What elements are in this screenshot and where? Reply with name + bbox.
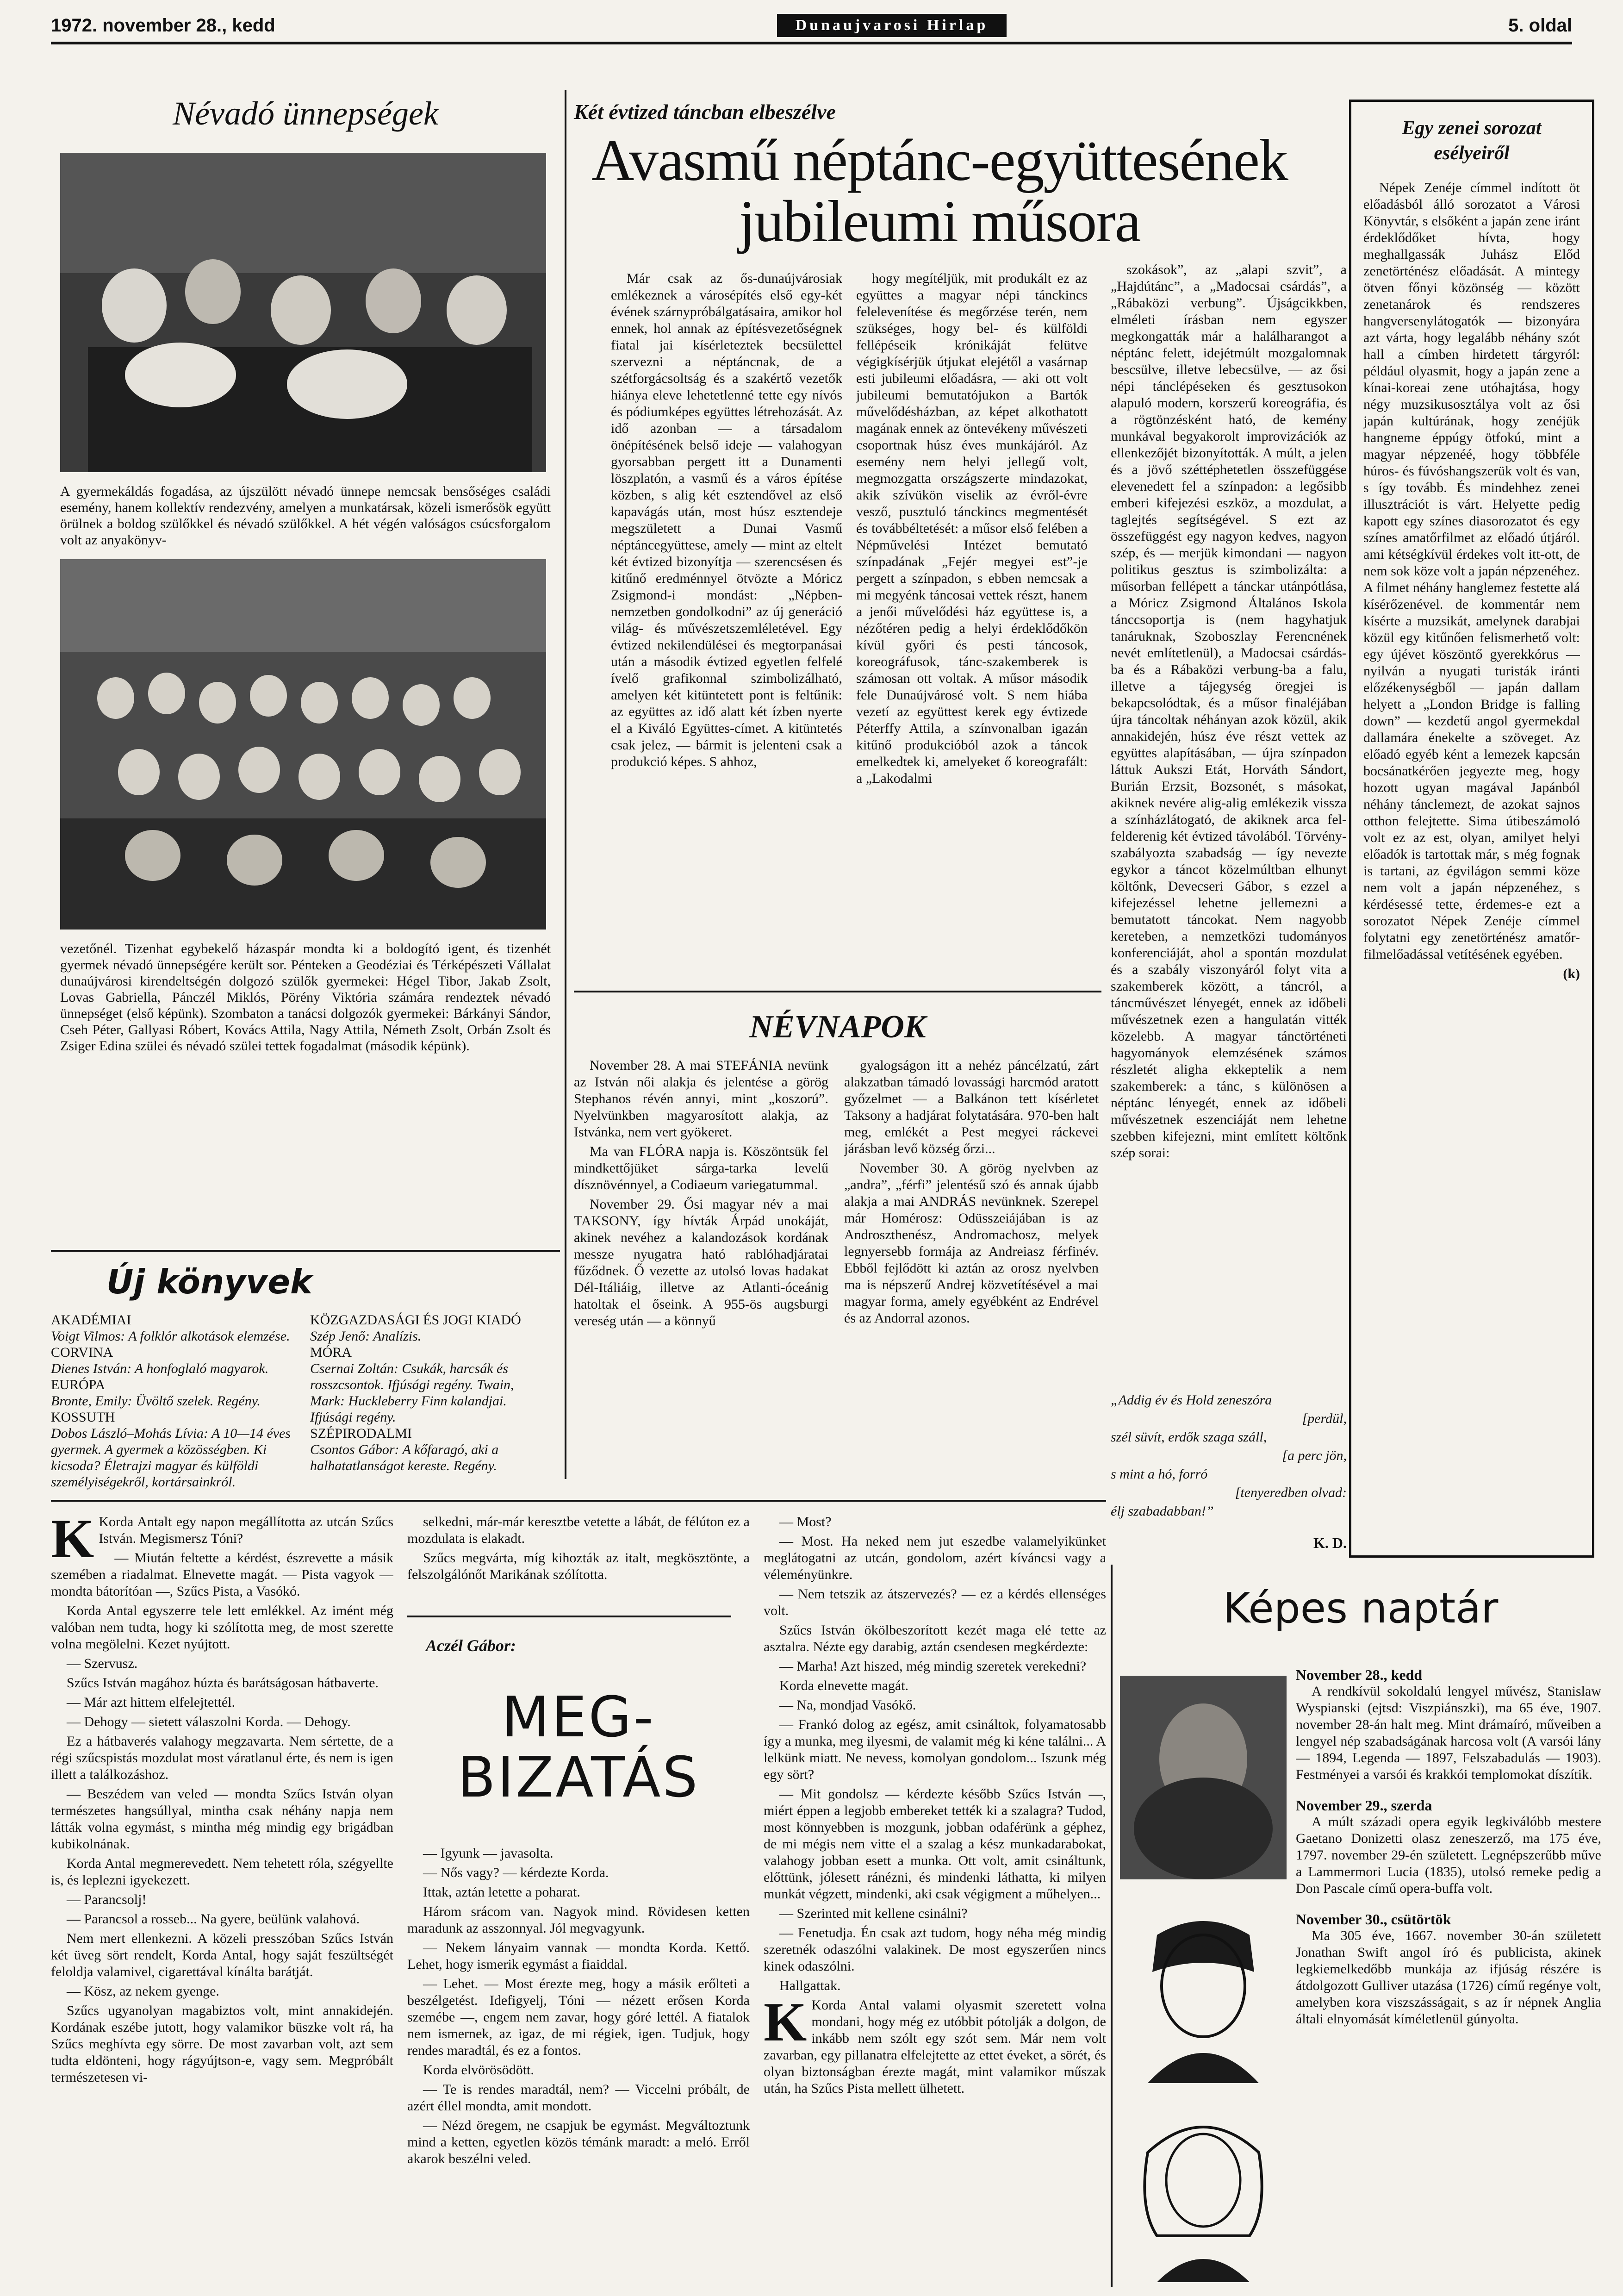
story-col-2-top bbox=[407, 1514, 750, 1611]
story-col-2-bottom bbox=[407, 1845, 750, 2262]
nevado-photo-1 bbox=[60, 153, 546, 472]
publisher-name: AKADÉMIAI bbox=[51, 1312, 131, 1328]
portrait-swift bbox=[1120, 2097, 1287, 2282]
naptar-date: November 29., szerda bbox=[1296, 1797, 1432, 1814]
nevnapok-col-1 bbox=[574, 1057, 828, 1474]
story-paragraph: — Lehet. — Most érezte meg, hogy a másik erőlteti a beszélgetést. Idefigyelj, Tóni — nézett erősen Korda szemébe —, engem nem zavar, hogy góré lettél. A fiatalok nem ismernek, az igaz, de mi régiek, igen. Tudjuk, hogy rendes maradtál, és ez a fontos. bbox=[407, 1976, 750, 2058]
issue-date: 1972. november 28., kedd bbox=[51, 15, 275, 36]
story-paragraph-text: Korda Antalt egy napon megállította az utcán Szűcs István. Megismersz Tóni? bbox=[99, 1514, 393, 1546]
story-title-line-2: BIZATÁS bbox=[457, 1746, 700, 1810]
story-paragraph: Korda Antal egyszerre tele lett emlékkel. Az imént még valóban nem tudta, hogy ki szólította meg, de most szerette volna megölelni. Kezet nyújtott. bbox=[51, 1603, 393, 1652]
zenei-title: Egy zenei sorozat esélyeiről bbox=[1402, 118, 1542, 164]
publisher-name: KOSSUTH bbox=[51, 1410, 115, 1425]
naptar-text: A rendkívül sokoldalú lengyel művész, Stanislaw Wyspianski (ejtsd: Viszpiánszki), ma 65 éve, 1907. november 28-án halt meg. Mint drámaíró, műveiben a lengyel nép szabadságának harcosa volt (A varsói lány — 1894, Legenda — 1897, Felszabadulás — 1903). Festményei a varsói és krakkói templomokat díszítik. bbox=[1296, 1684, 1601, 1782]
poem-line: [a perc jön, bbox=[1282, 1448, 1347, 1463]
konyvek-section bbox=[51, 1250, 560, 1491]
story-paragraph: Korda Antal megmerevedett. Nem tehetett róla, szégyellte is, és leplezni igyekezett. bbox=[51, 1856, 393, 1888]
avasmu-col-2-text: hogy megítéljük, mit produkált ez az együttes a magyar népi tánckincs felelevenítése és megőrzése terén, nem szükséges, hogy bel- és külföldi fellépéseik krónikáját felütve végigkísérjük útjukat elejétől a vasárnap esti jubileumi előadásra, — aki ott volt jubileumi bemutatójukon a Bartók művelődésházban, az képet alkothatott magának ennek az öntevékeny művészeti csoportnak húsz éves munkájáról. Az esemény nem helyi jellegű volt, megmozgatta országszerte mindazokat, akik szívükön viselik az évről-évre vesző, pusztuló tánckincs megmentését és továbbéltetését: a műsor első felében a Népművelési Intézet bemutató színpadának „Fejér megyei est”-je pergett a színpadon, s ebben nemcsak a mi megyénk táncosai vettek részt, hanem a jenői művelődési ház együttese is, a nézőtéren pedig a helyi érdeklődőkön kívül győri és pesti táncosok, koreográfusok, tánc-szakemberek is számosan ott voltak. A műsor második fele Dunaújvárosé volt. S nem hiába vezetí az együttest kerek egy évtizede Péterffy Attila, a színvonalban igazán kitűnő produkcióból azok a táncok emelkedtek ki, amelyeket ő koreografált: a „Lakodalmi bbox=[856, 271, 1088, 786]
nevnap-paragraph: November 30. A görög nyelvben az „andra”, „férfi” jelentésű szó és annak újabb alakja a mai ANDRÁS nevünknek. Szerepel már Homérosz: Odüsszeiájában is az Androszthenész, Andromachosz, melyek legnyersebb formája az Andreiasz férfinév. Ebből fejlődött ki aztán az orosz nyelvben ma is népszerű Andrej közvetítésével a mai magyar forma, amely egyébként az Endrével és az Andorral azonos. bbox=[844, 1160, 1099, 1326]
konyvek-top-rule bbox=[51, 1250, 560, 1252]
story-paragraph: Szűcs István magához húzta és barátságosan hátbaverte. bbox=[67, 1675, 379, 1691]
nevnapok-col-2 bbox=[844, 1057, 1099, 1474]
nevnapok-columns bbox=[574, 1057, 1101, 1474]
nevado-article bbox=[51, 51, 560, 1264]
story-paragraph: — Nekem lányaim vannak — mondta Korda. Kettő. Lehet, hogy ismerik egymást a fiaiddal. bbox=[407, 1940, 750, 1972]
portrait-wyspianski bbox=[1120, 1676, 1287, 1879]
story-paragraph: Korda elvörösödött. bbox=[423, 2062, 534, 2078]
naptar-text: A múlt századi opera egyik legkiválóbb mestere Gaetano Donizetti olasz zeneszerző, ma 175 éve, 1797. november 29-én született. Legnépszerűbb műve a Lammermori Lucia (1835), utolsó remeke pedig a Don Pascale című opera-buffa volt. bbox=[1296, 1814, 1601, 1896]
book-text: Voigt Vilmos: A folklór alkotások elemzése. bbox=[51, 1329, 290, 1344]
book-text: Szép Jenő: Analízis. bbox=[310, 1329, 422, 1344]
publisher-name: EURÓPA bbox=[51, 1377, 106, 1392]
nevado-caption-1: A gyermekáldás fogadása, az újszülött névadó ünnepe nemcsak bensőséges családi esemény, hanem kollektív rendezvény, amelyen a munkatársak, közeli ismerősök együtt örülnek a boldog szülőkkel és névadó szülőkkel. A hét végén valóságos csúcsforgalom volt az anyakönyv- bbox=[60, 484, 551, 548]
story-paragraph: — Most. Ha neked nem jut eszedbe valamelyikünket meglátogatni az utcán, gondolom, azért kíváncsi vagy a véleményünkre. bbox=[764, 1534, 1106, 1582]
avasmu-col-3-body bbox=[1111, 262, 1347, 1382]
dropcap: K bbox=[51, 1514, 94, 1569]
poem-line: élj szabadabban!” bbox=[1111, 1504, 1214, 1519]
naptar-text: Ma 305 éve, 1667. november 30-án született Jonathan Swift angol író és publicista, akinek legkiemelkedőbb munkája az ifjúság részére is átdolgozott Gulliver utazása (1726) című regénye volt, amelyben kora viszszásságait, s az ír népnek Anglia általi elnyomását kíméletlenül gúnyolta. bbox=[1296, 1928, 1601, 2027]
poem-line: s mint a hó, forró bbox=[1111, 1466, 1208, 1482]
nevnap-paragraph: November 29. Ősi magyar név a mai TAKSONY, így hívták Árpád unokáját, akinek nevéhez a kalandozások kordának messze nyugatra ható rablóhadjáratai fűződnek. Ő vezette az utolsó lovas hadakat Dél-Itáliáig, illetve az Atlanti-óceánig hatoltak el őseink. A 955-ös augsburgi vereség után — a könnyű bbox=[574, 1197, 828, 1329]
story-paragraph: — Parancsol a rosseb... Na gyere, beülünk valahová. bbox=[67, 1911, 360, 1927]
story-paragraph: — Igyunk — javasolta. bbox=[423, 1846, 553, 1861]
avasmu-kicker: Két évtized táncban elbeszélve bbox=[574, 100, 836, 124]
publisher-name: MÓRA bbox=[310, 1345, 352, 1360]
book-text: Bronte, Emily: Üvöltő szelek. Regény. bbox=[51, 1393, 261, 1409]
konyvek-right-list bbox=[310, 1312, 551, 1490]
book-text: Dienes István: A honfoglaló magyarok. bbox=[51, 1361, 269, 1376]
nevado-caption-2: vezetőnél. Tizenhat egybekelő házaspár mondta ki a boldogító igent, és tizenhét gyermek névadó ünnepségére került sor. Pénteken a Geodéziai és Térképészeti Vállalat dunaújvárosi kirendeltségén dolgozó szülők gyermekei: Hégel Tibor, Jakab Zsolt, Lovas Gabriella, Pánczél Miklós, Pörény Viktória számára rendeztek névadó ünnepséget (első képünk). Szombaton a tanácsi dolgozók gyermekei: Bárkányi Sándor, Cseh Péter, Gallyasi Róbert, Kovács Attila, Nagy Attila, Németh Zsolt, Orbán Zsolt és Zsiger Edina szülei és névadó szülei tettek fogadalmat (második képünk). bbox=[60, 941, 551, 1054]
page-header bbox=[51, 9, 1572, 44]
avasmu-col-3 bbox=[1111, 262, 1347, 1567]
publisher-name: CORVINA bbox=[51, 1345, 113, 1360]
book-entry bbox=[51, 1377, 292, 1409]
story-paragraph: Korda elnevette magát. bbox=[779, 1678, 909, 1693]
story-paragraph: selkedni, már-már keresztbe vetette a lábát, de félúton ez a mozdulata is elakadt. bbox=[407, 1514, 750, 1546]
story-paragraph bbox=[764, 1991, 1106, 2097]
avasmu-col-1-text: Már csak az ős-dunaújvárosiak emlékeznek a városépítés első egy-két évének szárnypróbálgatásaira, amikor hol ennek, hol annak az építésvezetőségnek fiatal jai kísérleteztek becsülettel szervezni a néptáncnak, de a szétforgácsoltság és a szakértő vezetők hiánya eleve lehetetlenné tette egy nívós és pódiumképes együttes létrehozását. Az idő azonban — a társadalom önépítésének belső ideje — valahogyan gyorsabban pergett itt a Dunamenti löszplatón, a vasmű és a város építése közben, s alig két esztendővel az első kapavágás után, most húsz esztendeje megszületett a Dunai Vasmű néptáncegyüttese, amely — mint az eltelt két évtized bizonyítja — szerencsésen és kitűnő eredménnyel ötvözte a Móricz Zsigmond-i mondást: „Népben-nemzetben gondolkodni” az új generáció világ- és művészetszemléletével. Egy évtized nekilendülései és megtorpanásai után a második évtized egyetlen felfelé ívelő grafikonnal szimbolizálható, amelyen két kitüntetett pont is feltűnik: az együttes az idő alatt két ízben nyerte el a Kiváló Együttes-címet. A kitüntetés csak jelez, — bármit is jelenteni csak a produkció képes. S ahhoz, bbox=[611, 271, 842, 769]
poem-line: [perdül, bbox=[1302, 1411, 1347, 1426]
avasmu-poem bbox=[1111, 1391, 1347, 1521]
story-author: Aczél Gábor: bbox=[426, 1636, 516, 1655]
story-paragraph: Hallgattak. bbox=[779, 1978, 841, 1993]
nevado-photo-2 bbox=[60, 559, 546, 930]
zenei-text: Népek Zenéje címmel indított öt előadásból álló sorozatot a Városi Könyvtár, s elsőként a japán zene iránt érdeklődőket hívta, hogy meghallgassák Juhász Előd zenetörténész előadását. A mintegy ötven főnyi közönség — között zenetanárok és rendszeres hangversenylátogatók — bizonyára azt várta, hogy legalább néhány szót hall a címben hirdetett tárgyról: például olyasmit, hogy a japán zene a kínai-koreai zene utóhajtása, hogy négy muzsikusosztálya volt az ősi japán kultúrának, hogy zenéjük hangneme éppúgy ötfokú, mint a magyar népzenéé, hogy többféle húros- és fúvóshangszerük volt és van, s így tovább. És mindehhez zenei illusztrációt is várt. Helyette pedig kapott egy színes diasorozatot és egy színes amatőrfilmet az előadó útjáról. ami kétségkívül érdekes volt itt-ott, de nem sok köze volt a japán népzenéhez. A filmet néhány hanglemez festette alá kísérőzenével. de kommentár nem kísérte a muzsikát, amelynek darabjai közül egy kitűnően felismerhető volt: egy újévet köszöntő gyerekkórus — nyilván a nyugati turisták iránti előzékenységből — japán dallam helyett a „London Bridge is falling down” — kezdetű angol gyermekdal dallamára énekelte a szöveget. Az előadó egyéb ként a lemezek kapcsán bocsánatkérően jegyezte meg, hogy hozott ugyan magával Japánból néhány tánclemezt, de azokat sajnos otthon felejtette. Sima útibeszámoló volt ez az est, olyan, amilyet helyi előadók is tartottak már, s még fognak is tartani, az égvilágon semmi köze nem volt a japán népzenéhez, s kérdésessé tette, érdemes-e ezt a sorozatot Népek Zenéje címmel folytatni egy zenetörténész amatőr-filmelőadással vetítésének egyében. bbox=[1363, 180, 1580, 962]
nevnap-paragraph: November 28. A mai STEFÁNIA nevünk az István női alakja és jelentése a görög Stephanos révén annyi, mint „koszorú”. Nyelvünkben magyarosított alakja, az Istvánka, nem vert gyökeret. bbox=[574, 1058, 828, 1140]
konyvek-left-list bbox=[51, 1312, 292, 1490]
story-paragraph: — Nem tetszik az átszervezés? — ez a kérdés ellenséges volt. bbox=[764, 1586, 1106, 1618]
dropcap: K bbox=[764, 1991, 807, 2053]
story-col-1 bbox=[51, 1514, 393, 2282]
megbizatas-story bbox=[51, 1514, 1106, 2282]
zenei-sign: (k) bbox=[1563, 966, 1580, 981]
avasmu-col-3-text: szokások”, az „alapi szvit”, a „Hajdútánc”, a „Madocsai csárdás”, a „Rábaközi verbung”. Újságcikkben, elméleti írásban nem egyszer megkongatták már a halálharangot a néptánc felett, idejétmúlt mozgalomnak bescsülve, illetve lebecsülve, — az ősi népi tánclépéseken és gesztusokon alapuló modern, korszerű koreográfia, és a rögtönzésként ható, de kemény munkával begyakorolt improvizációk az ellenkezőjét bizonyították. A múlt, a jelen és a jövő széttéphetetlen összefüggése elevenedett fel a színpadon: a legősibb emberi kifejezési eszköz, a mozdulat, a taglejtés segítségével. S ezt az összefüggést egy nagyon kedves, nagyon szép, és — merjük kimondani — nagyon politikus gesztus is szimbolizálta: a műsorban fellépett a tánckar utánpótlása, a Móricz Zsigmond Általános Iskola tánccsoportja is (nem hagyhatjuk tanáruknak, Szoboszlay Ferencnének nevét említetlenül), a Madocsai csárdás-ba és a Rábaközi verbung-ba a falu, illetve a tájegység öregjei is bekapcsolódtak, és a műsor finaléjában újra táncoltak néhányan azok közül, akik annakidején, húsz éve részt vettek az együttes alapításában, — újra színpadon láttuk Aukszi Etát, Horváth Sándort, Burián Erzsit, Bozsonét, s másokat, akiknek nevére alig-alig emlékezik vissza a színházlátogató, de akiknek arca fel-felderenig két évtized távolából. Törvény-szabályozta szabadság — így nevezte egykor a táncot közelmúltban elhunyt költőnk, Devecseri Gábor, s ezzel a kifejezéssel lehetne jellemezni a bemutatott táncokat. Nem nagyobb kereteben, a nemzetközi tudományos konferenciáját, ahol a spontán mozdulat és a szabály viszonyáról folyt vita a szakemberek között, a táncról, a táncművészet lényegét, ennek az időbeli művészetnek ezen a hangulatán vitték közelebb. A magyar tánctörténeti hagyományok elemzésének számos részletét aligha ekkeptelik a nem szakemberek: a tánc, s különösen a néptánc lényegét, ennek az időbeli művészetnek eszenciáját nem lehetne szebben kifejezni, mint említett költőnk szép sorai: bbox=[1111, 262, 1347, 1160]
story-paragraph: — Miután feltette a kérdést, észrevette a másik szemében a riadalmat. Elnevette magát. — Pista vagyok — mondta bátorítóan —, Szűcs Pista, a Vasókó. bbox=[51, 1550, 393, 1599]
naptar-date: November 28., kedd bbox=[1296, 1666, 1423, 1683]
column-rule bbox=[565, 90, 566, 1479]
konyvek-title: Új könyvek bbox=[106, 1262, 312, 1301]
zenei-box bbox=[1349, 100, 1594, 1558]
story-paragraph: — Marha! Azt hiszed, még mindig szeretek verekedni? bbox=[779, 1659, 1087, 1674]
naptar-date: November 30., csütörtök bbox=[1296, 1911, 1451, 1928]
avasmu-col-1 bbox=[611, 270, 842, 1029]
book-entry bbox=[310, 1425, 551, 1474]
nevado-title: Névadó ünnepségek bbox=[173, 95, 438, 132]
story-paragraph: — Kösz, az nekem gyenge. bbox=[67, 1984, 219, 1999]
poem-line: szél süvít, erdők szaga száll, bbox=[1111, 1429, 1267, 1445]
avasmu-signature: K. D. bbox=[1313, 1535, 1347, 1551]
book-text: Csontos Gábor: A kőfaragó, aki a halhatatlanságot kereste. Regény. bbox=[310, 1442, 499, 1473]
nevnapok-title: NÉVNAPOK bbox=[749, 1009, 926, 1045]
story-paragraph: — Beszédem van veled — mondta Szűcs István olyan természetes hangsúllyal, mintha csak néhány napja nem látták volna egymást, s mintha még mindig egy brigádban kubikolnának. bbox=[51, 1786, 393, 1852]
story-paragraph: — Nézd öregem, ne csapjuk be egymást. Megváltoztunk mind a ketten, egyetlen közös témánk maradt: a meló. Erről akarok beszélni veled. bbox=[407, 2118, 750, 2166]
poem-line: „Addig év és Hold zeneszóra bbox=[1111, 1392, 1272, 1408]
naptar-entries bbox=[1296, 1666, 1601, 2282]
book-entry bbox=[51, 1344, 292, 1377]
masthead: Dunaujvarosi Hirlap bbox=[777, 14, 1007, 37]
story-paragraph: — Dehogy — sietett válaszolni Korda. — Dehogy. bbox=[67, 1714, 351, 1729]
konyvek-columns bbox=[51, 1312, 560, 1490]
story-paragraph: — Frankó dolog az egész, amit csináltok, folyamatosabb így a munka, meg ilyesmi, de valamit még ki kéne találni... A lelkünk miatt. Ne nevess, komolyan gondolom... Iszunk még egy sört? bbox=[764, 1717, 1106, 1782]
story-paragraph: Szűcs megvárta, míg kihozták az italt, megkösztönte, a felszolgálónőt Marikának szólította. bbox=[407, 1550, 750, 1582]
nevnapok-section bbox=[574, 991, 1101, 1500]
lower-section-rule bbox=[51, 1500, 1106, 1502]
story-paragraph: — Nős vagy? — kérdezte Korda. bbox=[423, 1865, 609, 1880]
book-text: Dobos László–Mohás Lívia: A 10—14 éves gyermek. A gyermek a közösségben. Ki kicsoda? Életrajzi magyar és külföldi személyiségekről, kortársainkról. bbox=[51, 1426, 291, 1490]
story-title-line-1: MEG- bbox=[502, 1685, 655, 1750]
story-paragraph: Nem mert ellenkezni. A közeli presszóban Szűcs István két üveg sört rendelt, Korda Antal, hogy saját feszültségét feloldja valamivel, cigarettával kínálta barátját. bbox=[51, 1931, 393, 1979]
zenei-body bbox=[1363, 180, 1580, 1522]
story-paragraph: — Parancsolj! bbox=[67, 1892, 147, 1907]
page-number: 5. oldal bbox=[1508, 15, 1572, 36]
story-paragraph: — Már azt hittem elfelejtettél. bbox=[67, 1695, 236, 1710]
kepes-naptar bbox=[1120, 1583, 1601, 2282]
story-paragraph: — Szerinted mit kellene csinálni? bbox=[779, 1906, 968, 1921]
story-paragraph-text: Korda Antal valami olyasmit szeretett volna mondani, hogy még ez utóbbit pótolják a dolgon, de inkább nem szólt egy szót sem. Már nem volt zavarban, egy pillanatra elfelejtette az ettet éveket, a sörét, és olyan biztonságban érezte magát, mint valamikor műszak után, ha Szűcs Pista mellett ülhetett. bbox=[764, 1997, 1106, 2096]
story-paragraph: — Mit gondolsz — kérdezte később Szűcs István —, miért éppen a legjobb embereket tették ki a szalagra? Tudod, most könnyebben is mozgunk, jobban odaférünk a géphez, de mi mégis nem vitte el a szalag a kész munkadarabokat, valahogy jobban esett a munka. Ott volt, amit csináltunk, előttünk, jólesett ránézni, és mindenki láthatta, ki milyen munkát végzett, mindenki, aki csak végigment a műhelyen... bbox=[764, 1786, 1106, 1902]
nevnapok-top-rule bbox=[574, 991, 1101, 992]
avasmu-col-2 bbox=[856, 270, 1088, 1029]
book-entry bbox=[310, 1312, 551, 1344]
book-text: Csernai Zoltán: Csukák, harcsák és rosszcsontok. Ifjúsági regény. Twain, Mark: Huckleberry Finn kalandjai. Ifjúsági regény. bbox=[310, 1361, 514, 1425]
story-paragraph: Ittak, aztán letette a poharat. bbox=[423, 1884, 580, 1900]
story-paragraph: — Szervusz. bbox=[67, 1656, 138, 1671]
story-paragraph: — Na, mondjad Vasókő. bbox=[779, 1697, 916, 1713]
story-paragraph bbox=[51, 1514, 393, 1569]
story-paragraph: — Fenetudja. Én csak azt tudom, hogy néha még mindig szeretnék odaszólni valakinek. De most egyszerűen nincs kinek odaszólni. bbox=[764, 1925, 1106, 1974]
publisher-name: SZÉPIRODALMI bbox=[310, 1426, 412, 1441]
publisher-name: KÖZGAZDASÁGI ÉS JOGI KIADÓ bbox=[310, 1312, 521, 1328]
story-paragraph: — Te is rendes maradtál, nem? — Viccelni próbált, de azért éllel mondta, amit mondott. bbox=[407, 2082, 750, 2114]
book-entry bbox=[310, 1344, 551, 1425]
story-paragraph: — Most? bbox=[779, 1514, 832, 1529]
nevnap-paragraph: Ma van FLÓRA napja is. Köszöntsük fel mindkettőjüket sárga-tarka levelű dísznövénnyel, a Codiaeum variegatummal. bbox=[574, 1144, 828, 1192]
portrait-donizetti bbox=[1120, 1907, 1287, 2083]
story-col-3 bbox=[764, 1514, 1106, 2282]
story-title-rule bbox=[407, 1616, 731, 1617]
story-col-2 bbox=[407, 1514, 750, 2282]
naptar-title: Képes naptár bbox=[1223, 1584, 1499, 1633]
nevnap-paragraph: gyalogságon itt a nehéz páncélzatú, zárt alakzatban támadó lovassági harcmód aratott győzelmet — a Balkánon tett kísérletet Taksony a hadjárat folytatására. 970-ben halt meg, emlékét a Pest megyei ráckevei járásban levő község őrzi... bbox=[844, 1058, 1099, 1156]
book-entry bbox=[51, 1312, 292, 1344]
story-paragraph: Három srácom van. Nagyok mind. Rövidesen ketten maradunk az asszonnyal. Jól megvagyunk. bbox=[407, 1904, 750, 1936]
calendar-rule bbox=[1111, 1565, 1113, 2287]
book-entry bbox=[51, 1409, 292, 1490]
story-paragraph: Szűcs István ökölbeszorított kezét maga elé tette az asztalra. Nézte egy darabig, aztán csendesen megkérdezte: bbox=[764, 1622, 1106, 1654]
story-paragraph: Szűcs ugyanolyan magabiztos volt, mint annakidején. Kordának eszébe jutott, hogy valamikor büszke volt rá, ha Szűcs meghívta egy sörre. De most zavarban volt, azt sem tudta eldönteni, hogy rágyújtson-e, vagy sem. Megpróbált természetesen vi- bbox=[51, 2003, 393, 2085]
avasmu-title: Avasmű néptánc-együttesének jubileumi műsora bbox=[591, 127, 1287, 254]
poem-line: [tenyeredben olvad: bbox=[1235, 1485, 1347, 1500]
story-paragraph: Ez a hátbaverés valahogy megzavarta. Nem sértette, de a régi szűcspistás mozdulat most váratlanul érte, és nem is igen illett a találkozáshoz. bbox=[51, 1734, 393, 1782]
